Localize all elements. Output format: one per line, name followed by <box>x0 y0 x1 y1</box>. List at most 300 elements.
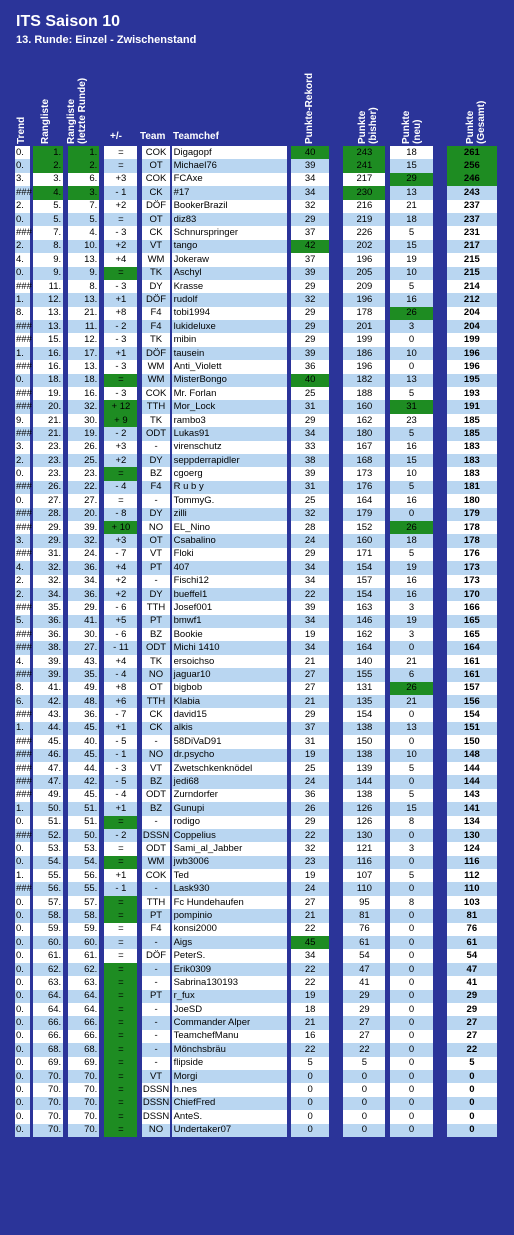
record-cell: 31 <box>291 735 329 748</box>
change-cell: +1 <box>104 293 137 306</box>
points-total-cell: 41 <box>447 976 497 989</box>
team-cell: PT <box>142 615 169 628</box>
team-cell: TK <box>142 655 169 668</box>
change-cell: +4 <box>104 253 137 266</box>
record-cell: 32 <box>291 293 329 306</box>
trend-cell: 0. <box>15 213 30 226</box>
points-total-cell: 178 <box>447 534 497 547</box>
team-cell: DSSN <box>142 1097 170 1109</box>
points-new-cell: 0 <box>390 1070 432 1083</box>
points-new-cell: 16 <box>390 575 432 588</box>
column-gap <box>433 909 447 922</box>
table-row <box>15 186 497 199</box>
rank-cell: 26. <box>33 481 63 494</box>
record-cell: 36 <box>291 789 329 802</box>
team-cell: COK <box>142 869 169 882</box>
team-cell: TTH <box>142 400 169 413</box>
table-row <box>15 601 497 614</box>
column-gap <box>329 735 343 748</box>
column-gap <box>433 802 447 815</box>
last-rank-cell: 6. <box>68 173 99 186</box>
change-cell: = <box>104 1057 137 1070</box>
team-cell: - <box>142 1003 169 1016</box>
points-new-cell: 16 <box>390 293 432 306</box>
trend-cell: 0. <box>15 374 30 387</box>
column-gap <box>329 360 343 373</box>
points-total-cell: 183 <box>447 467 497 480</box>
points-new-cell: 0 <box>390 829 432 842</box>
points-total-cell: 183 <box>447 454 497 467</box>
change-cell: = <box>104 267 137 280</box>
column-gap <box>329 1057 343 1070</box>
column-gap <box>433 186 447 199</box>
last-rank-cell: 30. <box>68 414 99 427</box>
points-before-cell: 199 <box>343 333 385 346</box>
last-rank-cell: 70. <box>68 1097 99 1110</box>
points-total-cell: 116 <box>447 856 497 869</box>
points-before-cell: 29 <box>343 1003 385 1016</box>
table-row <box>15 226 497 239</box>
trend-cell: 0. <box>15 896 30 909</box>
rank-cell: 63. <box>33 976 63 989</box>
column-gap <box>329 1124 343 1137</box>
last-rank-cell: 29. <box>68 601 99 614</box>
points-before-cell: 81 <box>343 909 385 922</box>
record-cell: 23 <box>291 856 329 869</box>
table-row <box>15 414 497 427</box>
points-new-cell: 0 <box>390 1003 432 1016</box>
change-cell: +6 <box>104 695 137 708</box>
trend-cell: 4. <box>15 655 30 668</box>
change-cell: = <box>104 213 137 226</box>
teamchef-cell: rambo3 <box>172 414 287 427</box>
column-gap <box>433 749 447 762</box>
team-cell: COK <box>142 173 169 186</box>
team-cell: ODT <box>142 842 169 855</box>
column-gap <box>433 534 447 547</box>
points-new-cell: 29 <box>390 173 432 186</box>
last-rank-cell: 54. <box>68 856 99 869</box>
rank-cell: 56. <box>33 882 63 895</box>
column-gap <box>329 333 343 346</box>
rank-cell: 38. <box>33 641 63 654</box>
rank-cell: 5. <box>33 213 63 226</box>
points-before-cell: 219 <box>343 213 385 226</box>
last-rank-cell: 42. <box>68 775 99 788</box>
trend-cell: 0. <box>15 1030 30 1043</box>
teamchef-cell: Jokeraw <box>172 253 287 266</box>
last-rank-cell: 50. <box>68 829 99 842</box>
change-cell: +2 <box>104 200 137 213</box>
record-cell: 5 <box>291 1057 329 1070</box>
trend-cell: ### <box>16 280 32 292</box>
points-new-cell: 0 <box>390 1043 432 1056</box>
teamchef-cell: Anti_Violett <box>172 360 287 373</box>
teamchef-cell: zilli <box>172 508 287 521</box>
column-gap <box>433 293 447 306</box>
column-gap <box>329 990 343 1003</box>
points-before-cell: 139 <box>343 762 385 775</box>
table-row <box>15 400 497 413</box>
rank-cell: 68. <box>33 1043 63 1056</box>
points-new-cell: 0 <box>390 882 432 895</box>
record-cell: 34 <box>291 561 329 574</box>
record-cell: 39 <box>291 347 329 360</box>
last-rank-cell: 64. <box>68 1003 99 1016</box>
column-gap <box>433 990 447 1003</box>
last-rank-cell: 45. <box>68 722 99 735</box>
rank-cell: 16. <box>33 347 63 360</box>
trend-cell: 0. <box>15 1083 30 1096</box>
column-gap <box>329 829 343 842</box>
column-gap <box>329 1070 343 1083</box>
record-cell: 27 <box>291 682 329 695</box>
points-total-cell: 180 <box>447 494 497 507</box>
change-cell: - 3 <box>104 360 137 373</box>
change-cell: = <box>104 963 137 976</box>
table-row <box>15 360 497 373</box>
last-rank-cell: 21. <box>68 307 99 320</box>
column-gap <box>433 1003 447 1016</box>
teamchef-cell: Zurndorfer <box>172 789 287 802</box>
last-rank-cell: 61. <box>68 949 99 962</box>
record-cell: 26 <box>291 802 329 815</box>
points-new-cell: 16 <box>390 441 432 454</box>
rank-cell: 12. <box>33 293 63 306</box>
trend-cell: 2. <box>15 240 30 253</box>
record-cell: 18 <box>291 1003 329 1016</box>
points-total-cell: 141 <box>447 802 497 815</box>
table-row <box>15 936 497 949</box>
trend-cell: 0. <box>15 909 30 922</box>
header-pts-new: Punkte (neu) <box>401 110 423 144</box>
header-pts-before: Punkte (bisher) <box>357 107 379 144</box>
points-total-cell: 261 <box>447 146 497 159</box>
trend-cell: 1. <box>15 722 30 735</box>
rank-cell: 69. <box>33 1057 63 1070</box>
change-cell: = <box>104 1097 137 1110</box>
table-row <box>15 949 497 962</box>
points-total-cell: 256 <box>447 159 497 172</box>
teamchef-cell: ersoichso <box>172 655 287 668</box>
change-cell: = <box>104 1124 137 1137</box>
header-teamchef: Teamchef <box>173 131 219 142</box>
points-new-cell: 19 <box>390 253 432 266</box>
table-row <box>15 534 497 547</box>
trend-cell: 0. <box>15 159 30 172</box>
trend-cell: ### <box>16 334 32 346</box>
points-total-cell: 130 <box>447 829 497 842</box>
record-cell: 34 <box>291 427 329 440</box>
points-total-cell: 212 <box>447 293 497 306</box>
points-total-cell: 237 <box>447 213 497 226</box>
last-rank-cell: 27. <box>68 641 99 654</box>
column-gap <box>329 508 343 521</box>
column-gap <box>329 601 343 614</box>
points-total-cell: 27 <box>447 1030 497 1043</box>
column-gap <box>433 427 447 440</box>
points-total-cell: 154 <box>447 708 497 721</box>
column-gap <box>329 575 343 588</box>
change-cell: = <box>104 1003 137 1016</box>
teamchef-cell: tausein <box>172 347 287 360</box>
column-gap <box>433 200 447 213</box>
points-before-cell: 167 <box>343 441 385 454</box>
rank-cell: 55. <box>33 869 63 882</box>
trend-cell: 1. <box>15 869 30 882</box>
points-new-cell: 0 <box>390 909 432 922</box>
record-cell: 36 <box>291 360 329 373</box>
teamchef-cell: Morgi <box>172 1070 287 1083</box>
points-total-cell: 76 <box>447 923 497 936</box>
last-rank-cell: 20. <box>68 508 99 521</box>
record-cell: 0 <box>291 1110 329 1123</box>
team-cell: DSSN <box>142 1110 170 1122</box>
last-rank-cell: 32. <box>68 534 99 547</box>
team-cell: - <box>142 816 169 829</box>
points-before-cell: 164 <box>343 641 385 654</box>
column-gap <box>433 481 447 494</box>
points-new-cell: 0 <box>390 735 432 748</box>
last-rank-cell: 8. <box>68 280 99 293</box>
change-cell: +1 <box>104 347 137 360</box>
table-row <box>15 1083 497 1096</box>
column-gap <box>433 240 447 253</box>
column-gap <box>329 347 343 360</box>
team-cell: BZ <box>142 467 169 480</box>
teamchef-cell: BookerBrazil <box>172 200 287 213</box>
table-row <box>15 441 497 454</box>
column-gap <box>329 280 343 293</box>
points-total-cell: 176 <box>447 548 497 561</box>
table-row <box>15 856 497 869</box>
points-total-cell: 0 <box>447 1070 497 1083</box>
teamchef-cell: h.nes <box>172 1083 287 1096</box>
column-gap <box>329 963 343 976</box>
column-gap <box>329 1003 343 1016</box>
table-row <box>15 641 497 654</box>
column-gap <box>433 789 447 802</box>
table-row <box>15 561 497 574</box>
points-new-cell: 5 <box>390 548 432 561</box>
points-new-cell: 3 <box>390 842 432 855</box>
record-cell: 34 <box>291 615 329 628</box>
rank-cell: 64. <box>33 990 63 1003</box>
column-gap <box>433 816 447 829</box>
change-cell: = <box>104 467 137 480</box>
record-cell: 34 <box>291 641 329 654</box>
trend-cell: ### <box>16 320 32 332</box>
table-row <box>15 655 497 668</box>
trend-cell: 4. <box>15 253 30 266</box>
column-gap <box>329 427 343 440</box>
column-gap <box>433 521 447 534</box>
column-gap <box>329 668 343 681</box>
trend-cell: 0. <box>15 936 30 949</box>
column-gap <box>433 548 447 561</box>
column-gap <box>329 816 343 829</box>
table-row <box>15 1110 497 1123</box>
last-rank-cell: 17. <box>68 347 99 360</box>
last-rank-cell: 63. <box>68 976 99 989</box>
last-rank-cell: 35. <box>68 668 99 681</box>
points-new-cell: 26 <box>390 521 432 534</box>
last-rank-cell: 1. <box>68 146 99 159</box>
team-cell: - <box>142 494 169 507</box>
column-gap <box>329 293 343 306</box>
rank-cell: 39. <box>33 655 63 668</box>
points-new-cell: 5 <box>390 226 432 239</box>
change-cell: = <box>104 374 137 387</box>
teamchef-cell: Mr. Forlan <box>172 387 287 400</box>
points-before-cell: 22 <box>343 1043 385 1056</box>
teamchef-cell: bueffel1 <box>172 588 287 601</box>
team-cell: DÖF <box>142 200 169 213</box>
table-row <box>15 1043 497 1056</box>
table-row <box>15 682 497 695</box>
teamchef-cell: Aschyl <box>172 267 287 280</box>
change-cell: + 10 <box>104 521 137 534</box>
teamchef-cell: jwb3006 <box>172 856 287 869</box>
rank-cell: 70. <box>33 1097 63 1110</box>
trend-cell: ### <box>16 481 32 493</box>
teamchef-cell: JoeSD <box>172 1003 287 1016</box>
trend-cell: ### <box>16 789 32 801</box>
table-row <box>15 816 497 829</box>
table-row <box>15 842 497 855</box>
last-rank-cell: 51. <box>68 816 99 829</box>
change-cell: - 4 <box>104 481 137 494</box>
teamchef-cell: bigbob <box>172 682 287 695</box>
points-total-cell: 110 <box>447 882 497 895</box>
rank-cell: 57. <box>33 896 63 909</box>
teamchef-cell: rudolf <box>172 293 287 306</box>
points-total-cell: 0 <box>447 1110 497 1123</box>
points-before-cell: 110 <box>343 882 385 895</box>
trend-cell: ### <box>16 401 32 413</box>
teamchef-cell: Josef001 <box>172 601 287 614</box>
table-row <box>15 909 497 922</box>
points-before-cell: 154 <box>343 588 385 601</box>
points-total-cell: 181 <box>447 481 497 494</box>
rank-cell: 19. <box>33 387 63 400</box>
points-before-cell: 217 <box>343 173 385 186</box>
team-cell: - <box>142 1043 169 1056</box>
rank-cell: 49. <box>33 789 63 802</box>
points-total-cell: 143 <box>447 789 497 802</box>
column-gap <box>433 374 447 387</box>
points-before-cell: 5 <box>343 1057 385 1070</box>
change-cell: - 2 <box>104 320 137 333</box>
change-cell: +4 <box>104 655 137 668</box>
points-new-cell: 13 <box>390 374 432 387</box>
points-before-cell: 135 <box>343 695 385 708</box>
trend-cell: ### <box>16 186 32 198</box>
last-rank-cell: 13. <box>68 253 99 266</box>
rank-cell: 70. <box>33 1124 63 1137</box>
change-cell: +1 <box>104 802 137 815</box>
teamchef-cell: Sami_al_Jabber <box>172 842 287 855</box>
record-cell: 29 <box>291 320 329 333</box>
points-total-cell: 214 <box>447 280 497 293</box>
points-before-cell: 202 <box>343 240 385 253</box>
rank-cell: 27. <box>33 494 63 507</box>
team-cell: - <box>142 1016 169 1029</box>
change-cell: - 3 <box>104 280 137 293</box>
trend-cell: 0. <box>15 146 30 159</box>
table-row <box>15 1030 497 1043</box>
teamchef-cell: Michi 1410 <box>172 641 287 654</box>
change-cell: = <box>104 1070 137 1083</box>
last-rank-cell: 39. <box>68 521 99 534</box>
change-cell: - 8 <box>104 508 137 521</box>
column-gap <box>329 869 343 882</box>
record-cell: 25 <box>291 494 329 507</box>
points-new-cell: 16 <box>390 588 432 601</box>
last-rank-cell: 36. <box>68 561 99 574</box>
change-cell: = <box>104 1043 137 1056</box>
points-new-cell: 13 <box>390 722 432 735</box>
column-gap <box>329 896 343 909</box>
last-rank-cell: 4. <box>68 226 99 239</box>
teamchef-cell: Krasse <box>172 280 287 293</box>
teamchef-cell: david15 <box>172 708 287 721</box>
team-cell: NO <box>142 1124 169 1137</box>
last-rank-cell: 45. <box>68 789 99 802</box>
record-cell: 40 <box>291 374 329 387</box>
team-cell: - <box>142 963 169 976</box>
team-cell: - <box>142 575 169 588</box>
last-rank-cell: 60. <box>68 936 99 949</box>
table-row <box>15 668 497 681</box>
column-gap <box>329 936 343 949</box>
points-total-cell: 166 <box>447 601 497 614</box>
last-rank-cell: 70. <box>68 1110 99 1123</box>
points-before-cell: 164 <box>343 494 385 507</box>
rank-cell: 8. <box>33 240 63 253</box>
column-gap <box>329 1030 343 1043</box>
column-gap <box>433 655 447 668</box>
column-gap <box>329 789 343 802</box>
record-cell: 34 <box>291 949 329 962</box>
points-new-cell: 15 <box>390 802 432 815</box>
points-before-cell: 160 <box>343 400 385 413</box>
points-new-cell: 6 <box>390 668 432 681</box>
header-pts-total: Punkte (Gesamt) <box>465 100 487 144</box>
teamchef-cell: dr.psycho <box>172 749 287 762</box>
trend-cell: 0. <box>15 467 30 480</box>
teamchef-cell: Lask930 <box>172 882 287 895</box>
rank-cell: 47. <box>33 762 63 775</box>
trend-cell: 0. <box>15 990 30 1003</box>
trend-cell: 5. <box>15 615 30 628</box>
record-cell: 22 <box>291 976 329 989</box>
column-gap <box>433 1030 447 1043</box>
page-subtitle: 13. Runde: Einzel - Zwischenstand <box>16 34 197 46</box>
record-cell: 32 <box>291 842 329 855</box>
table-row <box>15 1124 497 1137</box>
points-total-cell: 173 <box>447 561 497 574</box>
points-total-cell: 165 <box>447 615 497 628</box>
trend-cell: 0. <box>15 494 30 507</box>
rank-cell: 4. <box>33 186 63 199</box>
points-before-cell: 47 <box>343 963 385 976</box>
team-cell: DSSN <box>142 1084 170 1096</box>
column-gap <box>329 548 343 561</box>
column-gap <box>329 682 343 695</box>
points-new-cell: 0 <box>390 708 432 721</box>
rank-cell: 2. <box>33 159 63 172</box>
